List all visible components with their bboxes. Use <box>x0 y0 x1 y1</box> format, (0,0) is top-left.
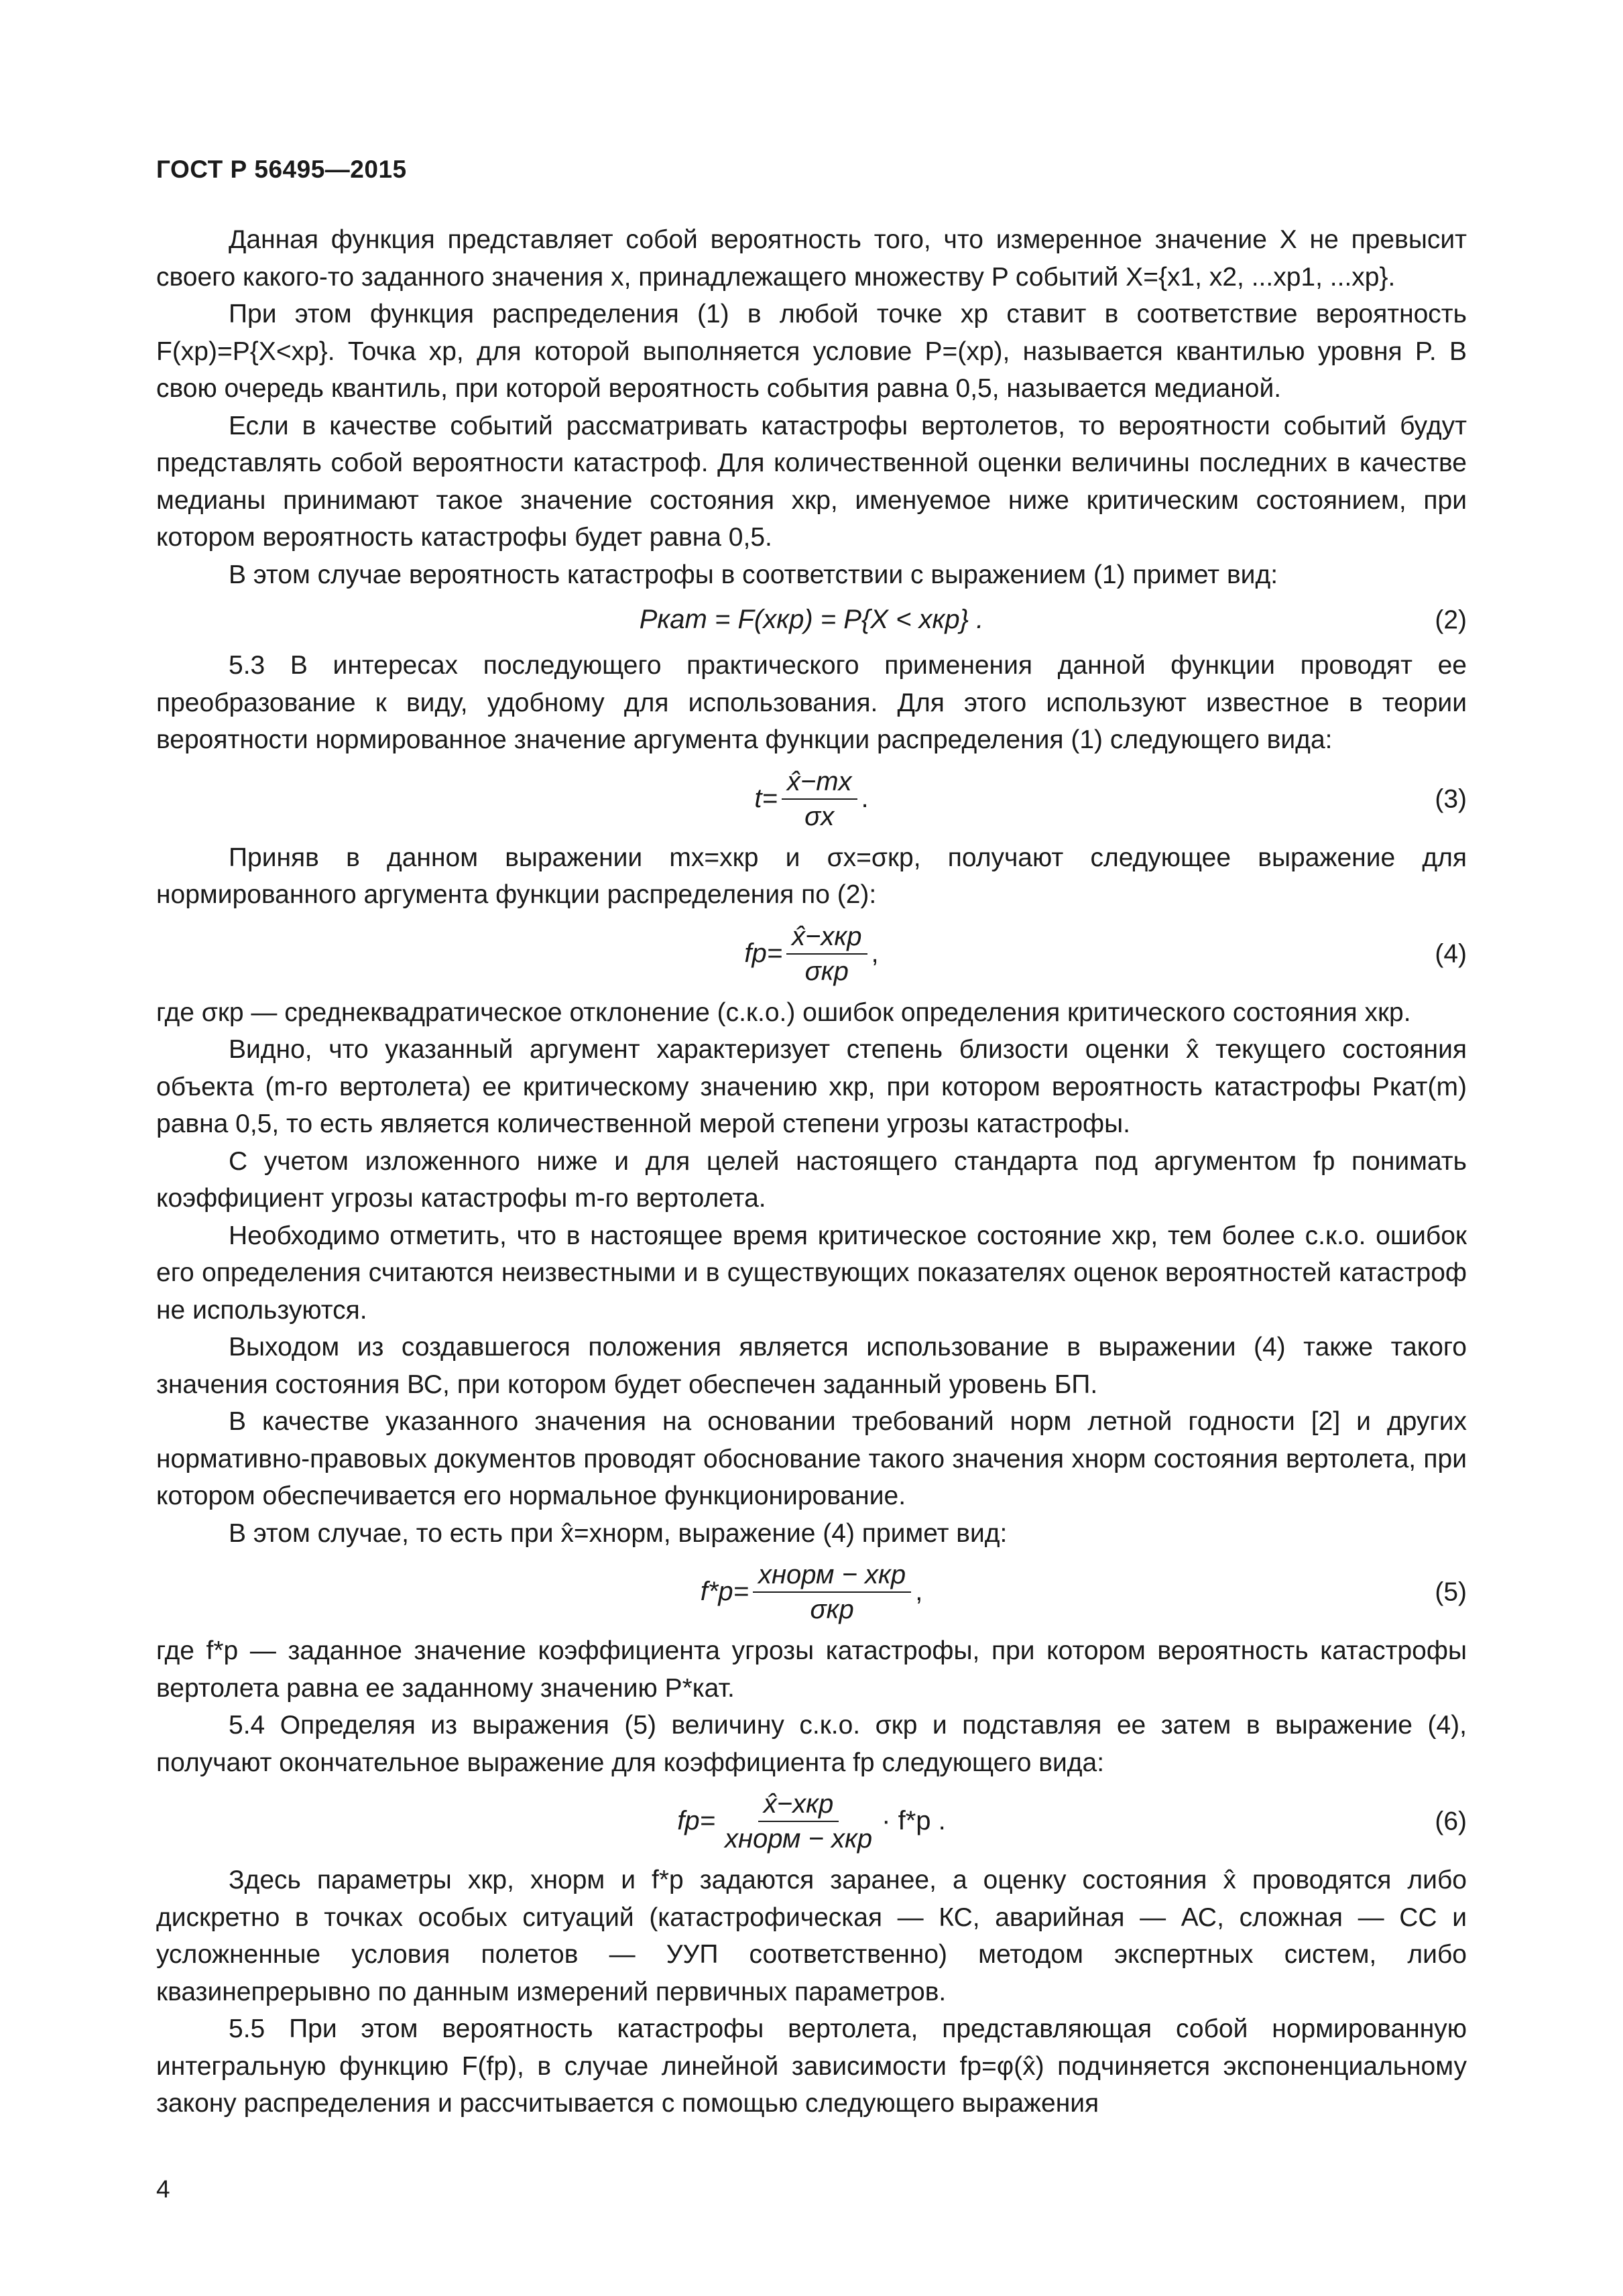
fraction-denominator: xнорм − xкр <box>724 1824 873 1854</box>
paragraph: где f*р — заданное значение коэффициента угрозы катастрофы, при котором вероятность катастрофы вертолета равна ее заданному значению P*кат. <box>156 1636 1467 1703</box>
paragraph: В этом случае вероятность катастрофы в соответствии с выражением (1) примет вид: <box>229 560 1278 589</box>
paragraph: В этом случае, то есть при x̂=xнорм, выражение (4) примет вид: <box>229 1518 1008 1548</box>
fraction <box>753 1559 911 1625</box>
page-number: 4 <box>156 2175 170 2203</box>
paragraph: Данная функция представляет собой вероятность того, что измеренное значение X не превысит своего какого-то заданного значения x, принадлежащего множеству P событий X={x1, x2, ...xp1, ...xp}. <box>156 225 1467 292</box>
formula-tail: . <box>861 783 869 813</box>
formula-lhs: f*р= <box>700 1577 749 1607</box>
formula-3 <box>156 759 1467 839</box>
formula-lhs: fр= <box>677 1806 715 1836</box>
formula-tail: , <box>871 938 879 968</box>
paragraph: Выходом из создавшегося положения является использование в выражении (4) также такого значения состояния ВС, при котором будет обеспечен заданный уровень БП. <box>156 1333 1467 1399</box>
fraction-denominator: σкр <box>804 956 849 986</box>
formula-tail: · f*р . <box>882 1806 946 1836</box>
formula-number: (6) <box>1435 1807 1467 1836</box>
paragraph: 5.5 При этом вероятность катастрофы вертолета, представляющая собой нормированную интегральную функцию F(fр), в случае линейной зависимости fр=φ(x̂) подчиняется экспоненциальному закону распределения и рассчитывается с помощью следующего выражения <box>156 2014 1467 2118</box>
paragraph: Видно, что указанный аргумент характеризует степень близости оценки x̂ текущего состояния объекта (m-го вертолета) ее критическому значению xкр, при котором вероятность катастрофы Pкат(m) равна 0,5, то есть является количественной мерой степени угрозы катастрофы. <box>156 1035 1467 1138</box>
fraction-numerator: x̂−mx <box>782 766 857 800</box>
formula-lhs: t= <box>754 783 778 813</box>
paragraph: В качестве указанного значения на основании требований норм летной годности [2] и других нормативно-правовых документов проводят обоснование такого значения xнорм состояния вертолета, при котором обеспечивается его нормальное функционирование. <box>156 1407 1467 1510</box>
formula-lhs: fр= <box>744 938 783 968</box>
paragraph: Приняв в данном выражении mx=xкр и σx=σкр, получают следующее выражение для нормированного аргумента функции распределения по (2): <box>156 843 1467 909</box>
formula-expression: Pкат = F(xкр) = P{X < xкр} . <box>639 605 984 635</box>
formula-number: (4) <box>1435 939 1467 968</box>
fraction-denominator: σкр <box>810 1595 854 1624</box>
fraction-numerator: xнорм − xкр <box>753 1559 911 1593</box>
fraction-numerator: x̂−xкр <box>758 1789 839 1822</box>
fraction <box>786 921 867 987</box>
document-header: ГОСТ Р 56495—2015 <box>156 156 407 183</box>
paragraph: Если в качестве событий рассматривать катастрофы вертолетов, то вероятности событий будут представлять собой вероятности катастроф. Для количественной оценки величины последних в качестве медианы принимают такое значение состояния xкр, именуемое ниже критическим состоянием, при котором вероятность катастрофы будет равна 0,5. <box>156 411 1467 552</box>
fraction-numerator: x̂−xкр <box>786 921 867 955</box>
paragraph: где σкр — среднеквадратическое отклонение (с.к.о.) ошибок определения критического состояния xкр. <box>156 998 1411 1027</box>
formula-tail: , <box>915 1577 923 1607</box>
formula-4 <box>156 914 1467 994</box>
paragraph: Здесь параметры xкр, xнорм и f*р задаются заранее, а оценку состояния x̂ проводятся либо дискретно в точках особых ситуаций (катастрофическая — КС, аварийная — АС, сложная — СС и усложненные условия полетов — УУП соответственно) методом экспертных систем, либо квазинепрерывно по данным измерений первичных параметров. <box>156 1866 1467 2006</box>
paragraph: 5.3 В интересах последующего практического применения данной функции проводят ее преобразование к виду, удобному для использования. Для этого используют известное в теории вероятности нормированное значение аргумента функции распределения (1) следующего вида: <box>156 651 1467 754</box>
paragraph: С учетом изложенного ниже и для целей настоящего стандарта под аргументом fр понимать коэффициент угрозы катастрофы m-го вертолета. <box>156 1146 1467 1213</box>
formula-number: (5) <box>1435 1577 1467 1607</box>
formula-2 <box>156 593 1467 647</box>
formula-6 <box>156 1781 1467 1862</box>
formula-number: (3) <box>1435 784 1467 813</box>
fraction <box>719 1789 878 1854</box>
fraction <box>782 766 857 832</box>
paragraph: 5.4 Определяя из выражения (5) величину с.к.о. σкр и подставляя ее затем в выражение (4), получают окончательное выражение для коэффициента fр следующего вида: <box>156 1711 1467 1777</box>
document-body <box>156 221 1467 2122</box>
paragraph: Необходимо отметить, что в настоящее время критическое состояние xкр, тем более с.к.о. ошибок его определения считаются неизвестными и в существующих показателях оценок вероятностей катастроф не используются. <box>156 1221 1467 1325</box>
formula-number: (2) <box>1435 605 1467 635</box>
fraction-denominator: σx <box>804 801 835 831</box>
formula-5 <box>156 1552 1467 1632</box>
paragraph: При этом функция распределения (1) в любой точке xp ставит в соответствие вероятность F(xp)=P{X<xp}. Точка xp, для которой выполняется условие P=(xp), называется квантилью уровня P. В свою очередь квантиль, при которой вероятность события равна 0,5, называется медианой. <box>156 300 1467 403</box>
